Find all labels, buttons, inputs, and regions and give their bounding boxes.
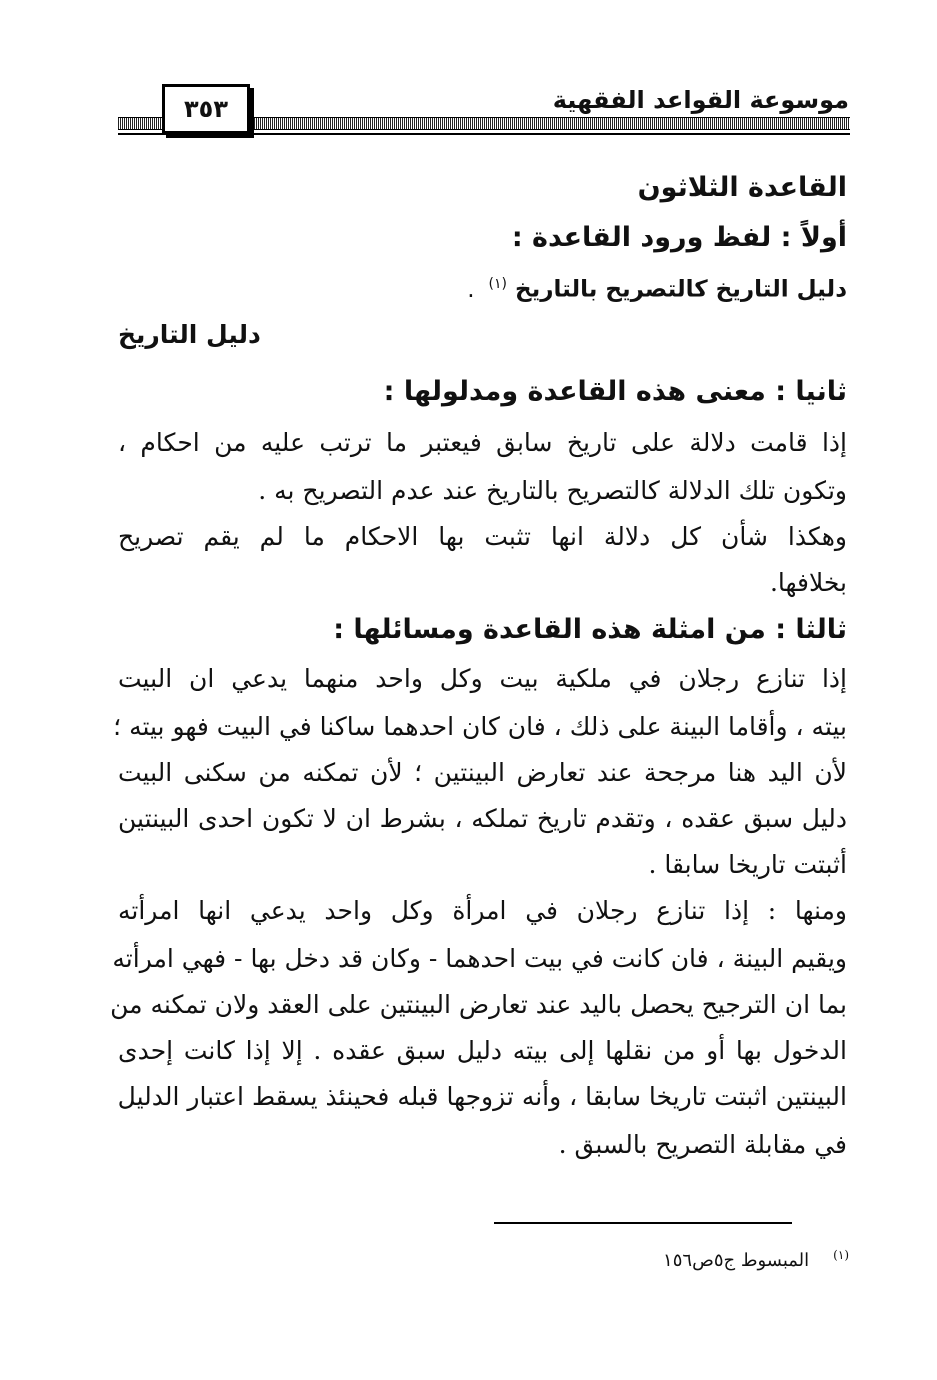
- section-heading-wording: أولاً : لفظ ورود القاعدة :: [511, 222, 847, 253]
- paragraph-line: وتكون تلك الدلالة كالتصريح بالتاريخ عند عدم التصريح به .: [258, 476, 847, 505]
- footnote-text: المبسوط ج٥ص١٥٦: [663, 1250, 810, 1271]
- paragraph-line: بما ان الترجيح يحصل باليد عند تعارض البينتين على العقد ولان تمكنه من: [110, 990, 847, 1019]
- footnote-separator: [494, 1222, 792, 1224]
- section-heading-examples: ثالثا : من امثلة هذه القاعدة ومسائلها :: [333, 614, 847, 645]
- statement-end: .: [467, 276, 475, 303]
- paragraph-line: إذا قامت دلالة على تاريخ سابق فيعتبر ما ترتب عليه من احكام ،: [118, 428, 847, 457]
- running-header-title: موسوعة القواعد الفقهية: [552, 86, 849, 114]
- paragraph-line: ويقيم البينة ، فان كانت في بيت احدهما - وكان قد دخل بها - فهي امرأته: [112, 944, 847, 973]
- rule-title: القاعدة الثلاثون: [637, 172, 847, 203]
- rule-statement-text: دليل التاريخ كالتصريح بالتاريخ: [515, 276, 847, 303]
- paragraph-line: وهكذا شأن كل دلالة انها تثبت بها الاحكام ما لم يقم تصريح: [118, 522, 847, 551]
- rule-statement: [467, 276, 847, 303]
- footnote: [663, 1248, 849, 1271]
- section-heading-meaning: ثانيا : معنى هذه القاعدة ومدلولها :: [383, 376, 847, 407]
- paragraph-line: لأن اليد هنا مرجحة عند تعارض البينتين ؛ لأن تمكنه من سكنى البيت: [118, 758, 847, 787]
- footnote-reference[interactable]: (١): [488, 276, 507, 292]
- paragraph-line: بيته ، وأقاما البينة على ذلك ، فان كان احدهما ساكنا في البيت فهو بيته ؛: [113, 712, 847, 741]
- paragraph-line: البينتين اثبتت تاريخا سابقا ، وأنه تزوجها قبله فحينئذ يسقط اعتبار الدليل: [117, 1082, 847, 1111]
- paragraph-line: في مقابلة التصريح بالسبق .: [558, 1130, 847, 1159]
- paragraph-line: دليل سبق عقده ، وتقدم تاريخ تملكه ، بشرط ان لا تكون احدى البينتين: [118, 804, 847, 833]
- footnote-marker: (١): [833, 1248, 849, 1262]
- paragraph-line: إذا تنازع رجلان في ملكية بيت وكل واحد منهما يدعي ان البيت: [118, 664, 847, 693]
- short-rule-title: دليل التاريخ: [118, 320, 261, 349]
- paragraph-line: ومنها : إذا تنازع رجلان في امرأة وكل واحد يدعي انها امرأته: [118, 896, 847, 925]
- paragraph-line: بخلافها.: [769, 568, 847, 597]
- paragraph-line: أثبتت تاريخا سابقا .: [648, 850, 847, 879]
- paragraph-line: الدخول بها أو من نقلها إلى بيته دليل سبق عقده . إلا إذا كانت إحدى: [118, 1036, 847, 1065]
- page-number: ٣٥٣: [162, 84, 250, 134]
